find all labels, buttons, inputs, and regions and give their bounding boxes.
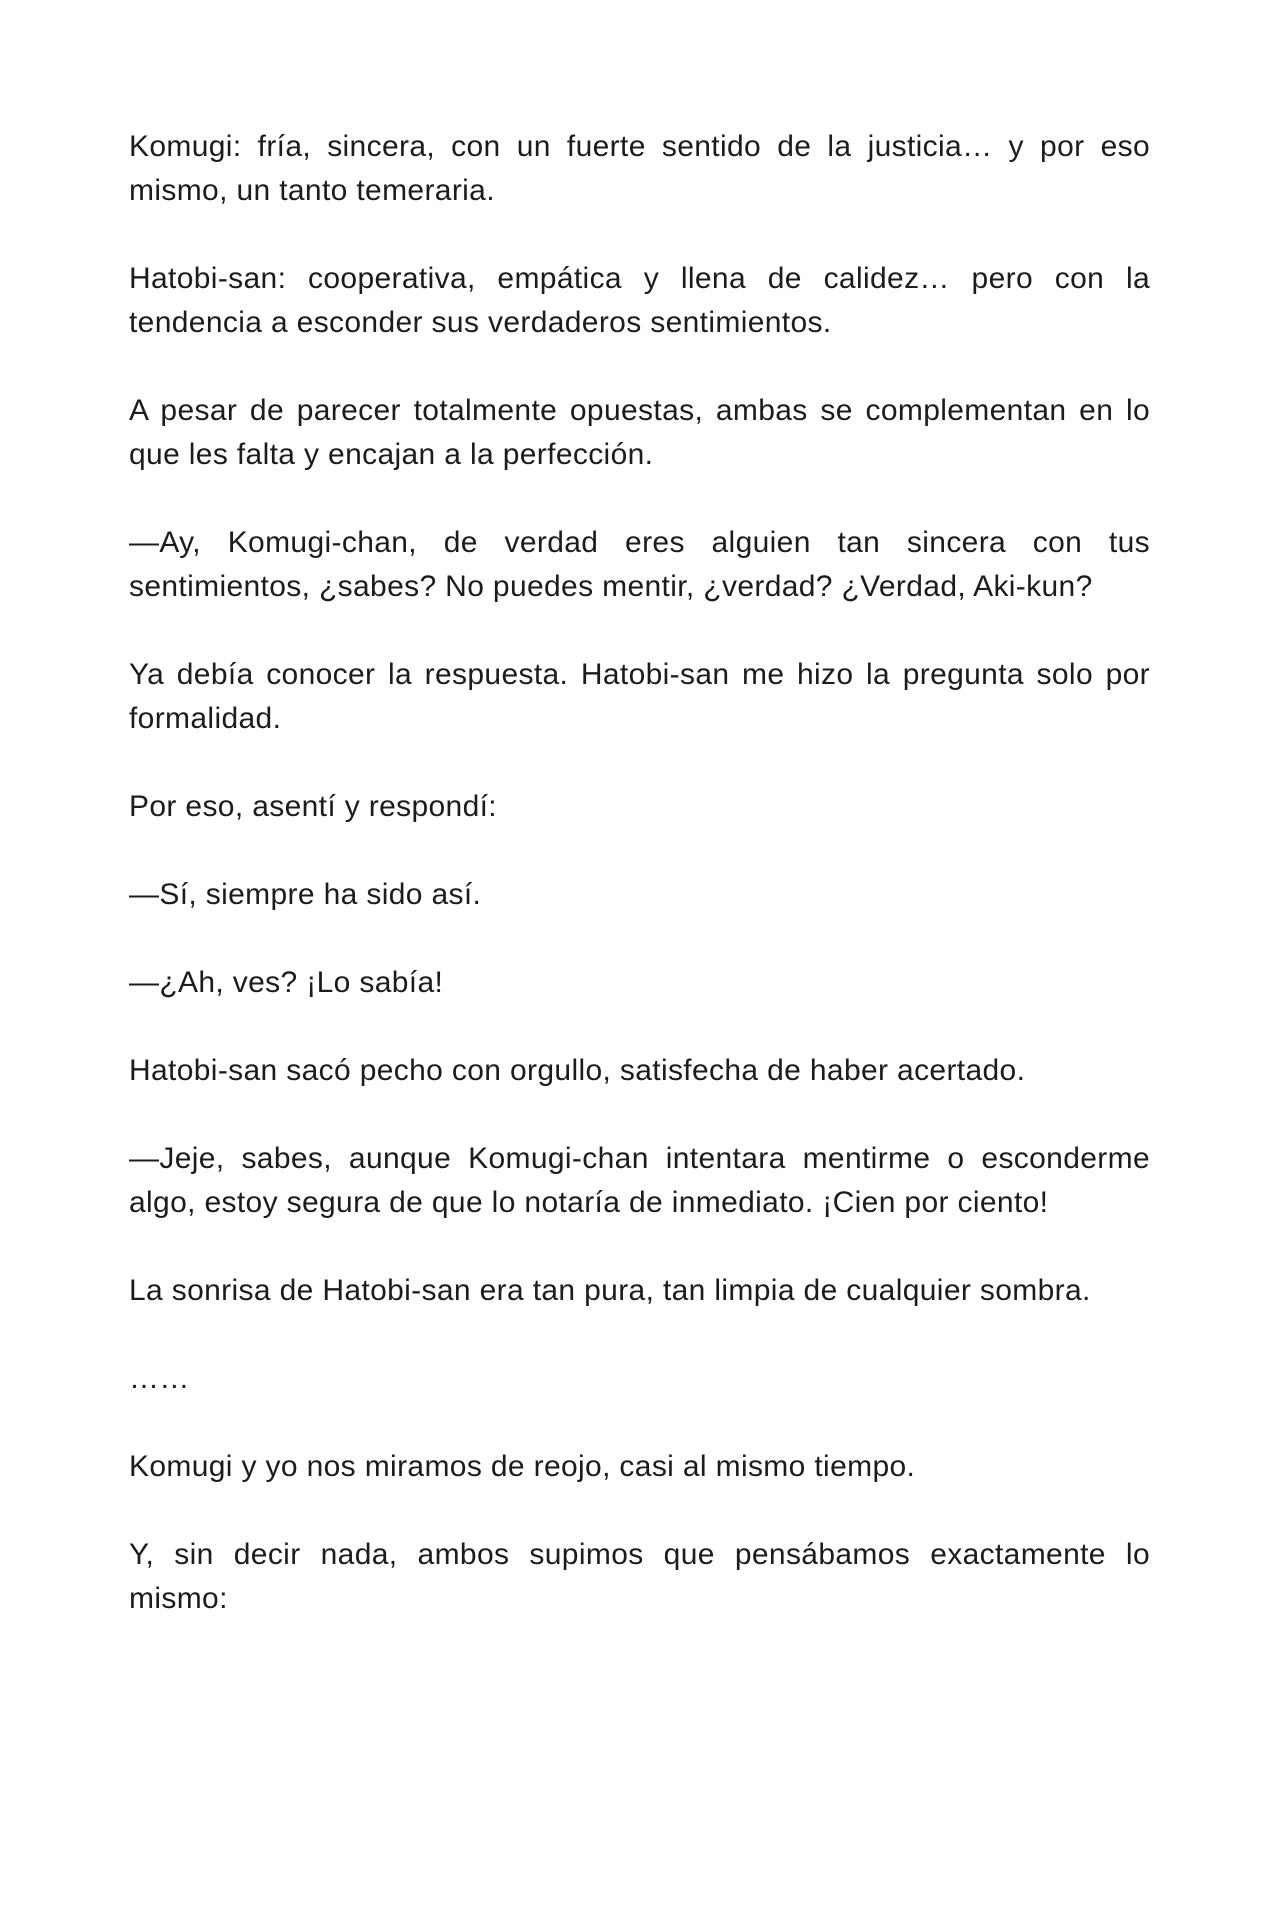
paragraph-narration-formality: Ya debía conocer la respuesta. Hatobi-san me hizo la pregunta solo por formalidad. [129,658,1150,735]
paragraph-dialogue-hatobi-knew: —¿Ah, ves? ¡Lo sabía! [129,966,444,999]
paragraph-narration-glance: Komugi y yo nos miramos de reojo, casi al mismo tiempo. [129,1450,916,1483]
paragraph-dialogue-reply: —Sí, siempre ha sido así. [129,878,482,911]
paragraph-dialogue-hatobi-question: —Ay, Komugi-chan, de verdad eres alguien tan sincera con tus sentimientos, ¿sabes? No puedes mentir, ¿verdad? ¿Verdad, Aki-kun? [129,526,1150,603]
paragraph-complement: A pesar de parecer totalmente opuestas, ambas se complementan en lo que les falta y encajan a la perfección. [129,394,1150,471]
paragraph-narration-answer: Por eso, asentí y respondí: [129,790,497,823]
paragraph-narration-smile: La sonrisa de Hatobi-san era tan pura, tan limpia de cualquier sombra. [129,1274,1091,1307]
paragraph-character-komugi: Komugi: fría, sincera, con un fuerte sentido de la justicia… y por eso mismo, un tanto temeraria. [129,130,1150,207]
document-page [129,125,1150,1665]
paragraph-narration-pride: Hatobi-san sacó pecho con orgullo, satisfecha de haber acertado. [129,1054,1026,1087]
paragraph-ellipsis-break: …… [129,1362,190,1395]
paragraph-dialogue-hatobi-certain: —Jeje, sabes, aunque Komugi-chan intentara mentirme o esconderme algo, estoy segura de que lo notaría de inmediato. ¡Cien por ciento! [129,1142,1150,1219]
paragraph-narration-same-thought: Y, sin decir nada, ambos supimos que pensábamos exactamente lo mismo: [129,1538,1150,1615]
paragraph-character-hatobi: Hatobi-san: cooperativa, empática y llena de calidez… pero con la tendencia a esconder sus verdaderos sentimientos. [129,262,1150,339]
